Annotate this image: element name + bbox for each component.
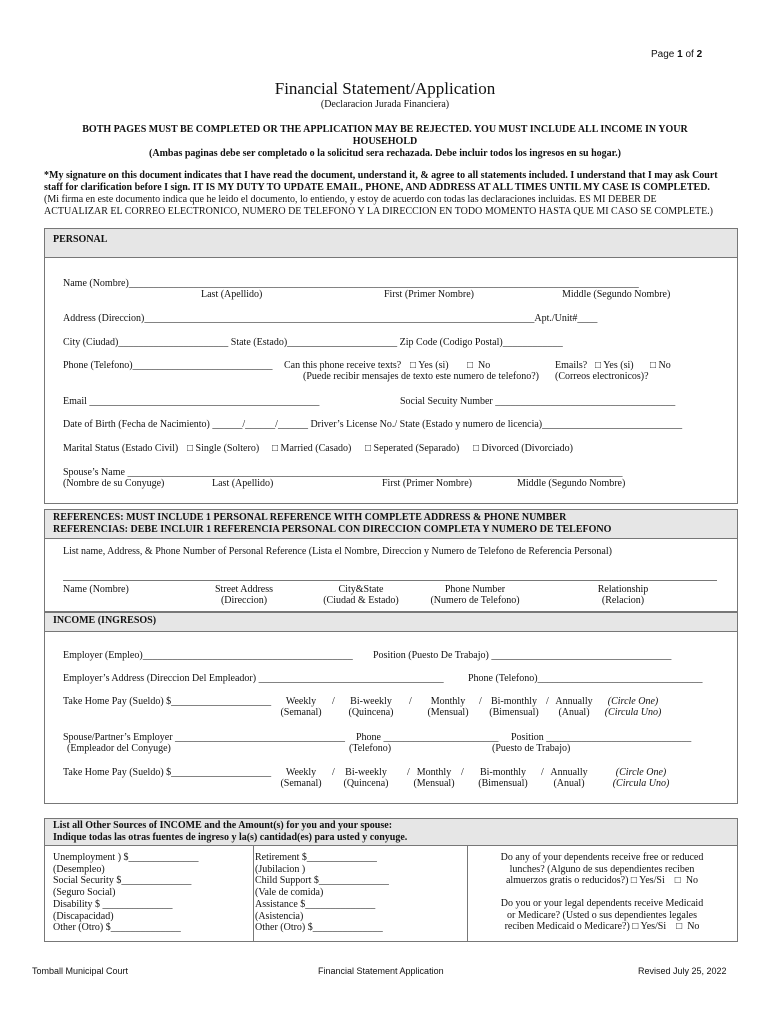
checkbox-icon: □: [467, 360, 474, 371]
ref-col-relationship: [587, 584, 659, 606]
freq-annually-label: Annually: [555, 696, 593, 707]
spouse-employer-field[interactable]: Spouse/Partner’s Employer __________________________________: [63, 732, 346, 743]
freq-monthly-label: Monthly: [430, 696, 466, 707]
ref-col-address-es: (Direccion): [220, 595, 268, 606]
freq-slash: /: [546, 696, 549, 707]
texts-yes-label: Yes (si): [418, 360, 449, 371]
circle-one-note: [610, 767, 672, 789]
phone-field[interactable]: Phone (Telefono)____________________________: [63, 360, 273, 371]
freq-annually-es: (Anual): [558, 707, 590, 718]
warning-spanish: (Ambas paginas debe ser completado o la solicitud sera rechazada. Debe incluir todos los ingresos en su hogar.): [149, 148, 621, 159]
unemployment-es: (Desempleo): [53, 863, 105, 875]
column-divider: [253, 846, 254, 942]
footer-revision-date: Revised July 25, 2022: [638, 966, 727, 976]
checkbox-icon: □: [676, 921, 683, 933]
ref-col-phone-label: Phone Number: [444, 584, 506, 595]
name-last-label: Last (Apellido): [201, 289, 263, 300]
circle-one-label: (Circle One): [607, 696, 659, 707]
retirement-field[interactable]: Retirement $______________: [255, 852, 377, 863]
reference-entry-line[interactable]: [63, 580, 717, 581]
freq-slash: /: [541, 767, 544, 778]
city-state-zip-field[interactable]: City (Ciudad)______________________ State (Estado)______________________ Zip Code (Codigo Postal)____________: [63, 337, 563, 348]
page-of: of: [682, 49, 697, 60]
address-field[interactable]: Address (Direccion)______________________________________________________________________________Apt./Unit#____: [63, 313, 598, 324]
other-income-col-1[interactable]: [53, 852, 199, 934]
freq-annually-es: (Anual): [553, 778, 585, 789]
page-total: 2: [696, 49, 703, 60]
employer-address-field[interactable]: Employer’s Address (Direccion Del Empleador) _____________________________________: [63, 673, 444, 684]
marital-divorced-label: Divorced (Divorciado): [481, 443, 573, 454]
personal-heading: PERSONAL: [53, 234, 108, 245]
medicaid-yes-label: Yes/Si: [640, 921, 667, 933]
medicaid-question-line-1: Do you or your legal dependents receive Medicaid: [500, 898, 704, 909]
circle-one-note: [602, 696, 664, 718]
freq-slash: /: [479, 696, 482, 707]
spouse-freq-bimonthly[interactable]: [475, 767, 531, 789]
spouse-phone-es: (Telefono): [349, 743, 392, 754]
freq-bimonthly[interactable]: [486, 696, 542, 718]
freq-slash: /: [407, 767, 410, 778]
warning-line-1: BOTH PAGES MUST BE COMPLETED OR THE APPLICATION MAY BE REJECTED. YOU MUST INCLUDE ALL INCOME IN YOUR: [82, 124, 688, 135]
signature-statement-es-2: ACTUALIZAR EL CORREO ELECTRONICO, NUMERO DE TELEFONO Y LA DIRECCION EN TODO MOMENTO HASTA QUE MI CASO SE COMPLETE.): [44, 206, 714, 217]
spouse-position-es: (Puesto de Trabajo): [492, 743, 571, 754]
freq-bimonthly-es: (Bimensual): [489, 707, 539, 718]
freq-weekly-es: (Semanal): [280, 778, 322, 789]
ref-col-phone-es: (Numero de Telefono): [430, 595, 520, 606]
spouse-position-field[interactable]: Position _____________________________: [511, 732, 692, 743]
freq-monthly-es: (Mensual): [427, 707, 469, 718]
spouse-freq-monthly[interactable]: [411, 767, 457, 789]
spouse-middle-label: Middle (Segundo Nombre): [517, 478, 626, 489]
freq-biweekly[interactable]: [346, 696, 396, 718]
freq-monthly-label: Monthly: [416, 767, 452, 778]
marital-single-option[interactable]: [187, 443, 259, 454]
other-field-2[interactable]: Other (Otro) $______________: [255, 922, 383, 934]
emails-question-es: (Correos electronicos)?: [555, 371, 649, 382]
ref-col-address-label: Street Address: [214, 584, 274, 595]
footer-court-name: Tomball Municipal Court: [32, 966, 129, 976]
ref-col-phone: [422, 584, 528, 606]
lunch-question-line-1: Do any of your dependents receive free or reduced: [500, 852, 704, 863]
freq-weekly-label: Weekly: [285, 696, 317, 707]
freq-biweekly-es: (Quincena): [343, 778, 389, 789]
spouse-freq-biweekly[interactable]: [341, 767, 391, 789]
retirement-es: (Jubilacion ): [255, 863, 306, 875]
medicaid-question-line-3: reciben Medicaid o Medicare?): [504, 921, 630, 933]
freq-weekly[interactable]: [279, 696, 323, 718]
assistance-field[interactable]: Assistance $______________: [255, 898, 376, 910]
social-security-field[interactable]: Social Security $______________: [53, 875, 192, 887]
freq-slash: /: [461, 767, 464, 778]
emails-no-option[interactable]: [650, 360, 671, 371]
checkbox-icon: □: [365, 443, 372, 454]
other-field-1[interactable]: Other (Otro) $______________: [53, 922, 181, 934]
employer-phone-field[interactable]: Phone (Telefono)_________________________________: [468, 673, 703, 684]
references-heading-1: REFERENCES: MUST INCLUDE 1 PERSONAL REFERENCE WITH COMPLETE ADDRESS & PHONE NUMBER: [53, 512, 567, 523]
name-field[interactable]: Name (Nombre)______________________________________________________________________________________________________: [63, 278, 639, 289]
marital-single-label: Single (Soltero): [195, 443, 260, 454]
checkbox-icon: □: [650, 360, 657, 371]
page-number: [651, 49, 702, 60]
medicaid-question: [470, 898, 734, 933]
other-income-heading-1: List all Other Sources of INCOME and the Amount(s) for you and your spouse:: [53, 820, 393, 831]
checkbox-icon: □: [630, 875, 637, 887]
lunch-yes-label: Yes/Si: [639, 875, 665, 887]
freq-slash: /: [409, 696, 412, 707]
checkbox-icon: □: [595, 360, 602, 371]
texts-no-option[interactable]: [467, 360, 490, 371]
ref-col-city-label: City&State: [338, 584, 384, 595]
emails-yes-label: Yes (si): [603, 360, 634, 371]
email-field[interactable]: Email ______________________________________________: [63, 396, 320, 407]
marital-separated-option[interactable]: [365, 443, 459, 454]
emails-yes-option[interactable]: [595, 360, 634, 371]
dob-license-field[interactable]: Date of Birth (Fecha de Nacimiento) ______/______/______ Driver’s License No./ State (Estado y numero de licencia)____________________________: [63, 419, 683, 430]
circle-one-label: (Circle One): [615, 767, 667, 778]
marital-married-label: Married (Casado): [280, 443, 352, 454]
lunch-no-option[interactable]: [675, 875, 698, 886]
name-first-label: First (Primer Nombre): [384, 289, 474, 300]
page-current: 1: [677, 49, 683, 60]
checkbox-icon: □: [632, 921, 639, 933]
footer-document-name: Financial Statement Application: [318, 966, 444, 976]
checkbox-icon: □: [473, 443, 480, 454]
take-home-pay-field[interactable]: Take Home Pay (Sueldo) $____________________: [63, 696, 272, 707]
signature-statement-es-1: (Mi firma en este documento indica que he leido el documento, lo entiendo, y estoy de acuerdo con todas las declaraciones incluidas. ES MI DEBER DE: [44, 194, 657, 205]
references-instruction: List name, Address, & Phone Number of Personal Reference (Lista el Nombre, Direccion y Numero de Telefono de Referencia Personal): [63, 546, 612, 557]
social-security-es: (Seguro Social): [53, 887, 116, 899]
freq-weekly-label: Weekly: [285, 767, 317, 778]
marital-status-label: Marital Status (Estado Civil): [63, 443, 179, 454]
spouse-employer-es: (Empleador del Conyuge): [67, 743, 171, 754]
circle-one-es: (Circula Uno): [604, 707, 662, 718]
freq-annually[interactable]: [551, 696, 597, 718]
lunch-no-label: No: [685, 875, 699, 887]
position-field[interactable]: Position (Puesto De Trabajo) ____________________________________: [373, 650, 672, 661]
freq-biweekly-label: Bi-weekly: [350, 696, 392, 707]
signature-statement-1: *My signature on this document indicates that I have read the document, understand it, & agree to all statements included. I understand that I may ask Court: [44, 170, 718, 181]
name-middle-label: Middle (Segundo Nombre): [562, 289, 671, 300]
checkbox-icon: □: [410, 360, 417, 371]
personal-header: [44, 228, 738, 258]
ssn-field[interactable]: Social Secuity Number ____________________________________: [400, 396, 676, 407]
freq-bimonthly-label: Bi-monthly: [479, 767, 527, 778]
freq-bimonthly-label: Bi-monthly: [490, 696, 538, 707]
ref-col-address: [200, 584, 288, 606]
medicaid-no-option[interactable]: [676, 921, 699, 932]
disability-field[interactable]: Disability $ ______________: [53, 898, 173, 910]
freq-bimonthly-es: (Bimensual): [478, 778, 528, 789]
lunch-question-line-2: lunches? (Alguno de sus dependientes reciben: [509, 863, 695, 875]
marital-divorced-option[interactable]: [473, 443, 573, 454]
ref-col-name-label: Name (Nombre): [63, 584, 129, 595]
spouse-freq-weekly[interactable]: [279, 767, 323, 789]
ref-col-city: [313, 584, 409, 606]
marital-married-option[interactable]: [272, 443, 351, 454]
other-income-heading-2: Indique todas las otras fuentes de ingreso y la(s) cantidad(es) para usted y conyuge.: [53, 832, 408, 843]
page-label: Page: [651, 49, 678, 60]
spouse-name-field[interactable]: Spouse’s Name ___________________________________________________________________________________________________: [63, 467, 623, 478]
lunch-yes-option[interactable]: [631, 875, 665, 886]
document-title: Financial Statement/Application: [274, 79, 496, 98]
phone-texts-question-es: (Puede recibir mensajes de texto este numero de telefono?): [303, 371, 540, 382]
ref-col-name: [63, 584, 143, 595]
child-support-field[interactable]: Child Support $______________: [255, 875, 389, 887]
references-heading-2: REFERENCIAS: DEBE INCLUIR 1 REFERENCIA PERSONAL CON DIRECCION COMPLETA Y NUMERO DE TELEFONO: [53, 524, 612, 535]
freq-monthly[interactable]: [423, 696, 473, 718]
assistance-es: (Asistencia): [255, 910, 304, 922]
spouse-phone-field[interactable]: Phone _______________________: [356, 732, 499, 743]
spouse-first-label: First (Primer Nombre): [382, 478, 472, 489]
freq-weekly-es: (Semanal): [280, 707, 322, 718]
document-subtitle: (Declaracion Jurada Financiera): [320, 99, 450, 110]
texts-no-label: No: [478, 360, 491, 371]
medicaid-yes-option[interactable]: [632, 921, 666, 932]
checkbox-icon: □: [674, 875, 681, 887]
warning-line-2: HOUSEHOLD: [352, 136, 418, 147]
medicaid-question-line-2: or Medicare? (Usted o sus dependientes legales: [507, 909, 697, 921]
freq-monthly-es: (Mensual): [413, 778, 455, 789]
spouse-freq-annually[interactable]: [546, 767, 592, 789]
emails-no-label: No: [658, 360, 671, 371]
freq-biweekly-es: (Quincena): [348, 707, 394, 718]
medicaid-no-label: No: [687, 921, 700, 933]
freq-biweekly-label: Bi-weekly: [345, 767, 387, 778]
freq-slash: /: [332, 696, 335, 707]
signature-statement-2: staff for clarification before I sign. IT IS MY DUTY TO UPDATE EMAIL, PHONE, AND ADDRESS AT ALL TIMES UNTIL MY CASE IS COMPLETED.: [44, 182, 710, 193]
checkbox-icon: □: [187, 443, 194, 454]
phone-texts-question: Can this phone receive texts?: [284, 360, 402, 371]
circle-one-es: (Circula Uno): [612, 778, 670, 789]
other-income-col-2[interactable]: [255, 852, 389, 934]
child-support-es: (Vale de comida): [255, 887, 324, 899]
emails-question: Emails?: [555, 360, 588, 371]
checkbox-icon: □: [272, 443, 279, 454]
lunch-question: [470, 852, 734, 887]
ref-col-city-es: (Ciudad & Estado): [323, 595, 399, 606]
marital-separated-label: Seperated (Separado): [373, 443, 460, 454]
ref-col-relationship-label: Relationship: [597, 584, 649, 595]
spouse-last-label: Last (Apellido): [212, 478, 274, 489]
income-heading: INCOME (INGRESOS): [53, 615, 157, 626]
spouse-take-home-pay-field[interactable]: Take Home Pay (Sueldo) $____________________: [63, 767, 272, 778]
employer-field[interactable]: Employer (Empleo)__________________________________________: [63, 650, 353, 661]
lunch-question-line-3: almuerzos gratis o reducidos?): [505, 875, 629, 887]
texts-yes-option[interactable]: [410, 360, 449, 371]
disability-es: (Discapacidad): [53, 910, 114, 922]
ref-col-relationship-es: (Relacion): [601, 595, 645, 606]
freq-annually-label: Annually: [550, 767, 588, 778]
spouse-name-es: (Nombre de su Conyuge): [63, 478, 165, 489]
unemployment-field[interactable]: Unemployment ) $______________: [53, 852, 199, 863]
column-divider: [467, 846, 468, 942]
freq-slash: /: [332, 767, 335, 778]
